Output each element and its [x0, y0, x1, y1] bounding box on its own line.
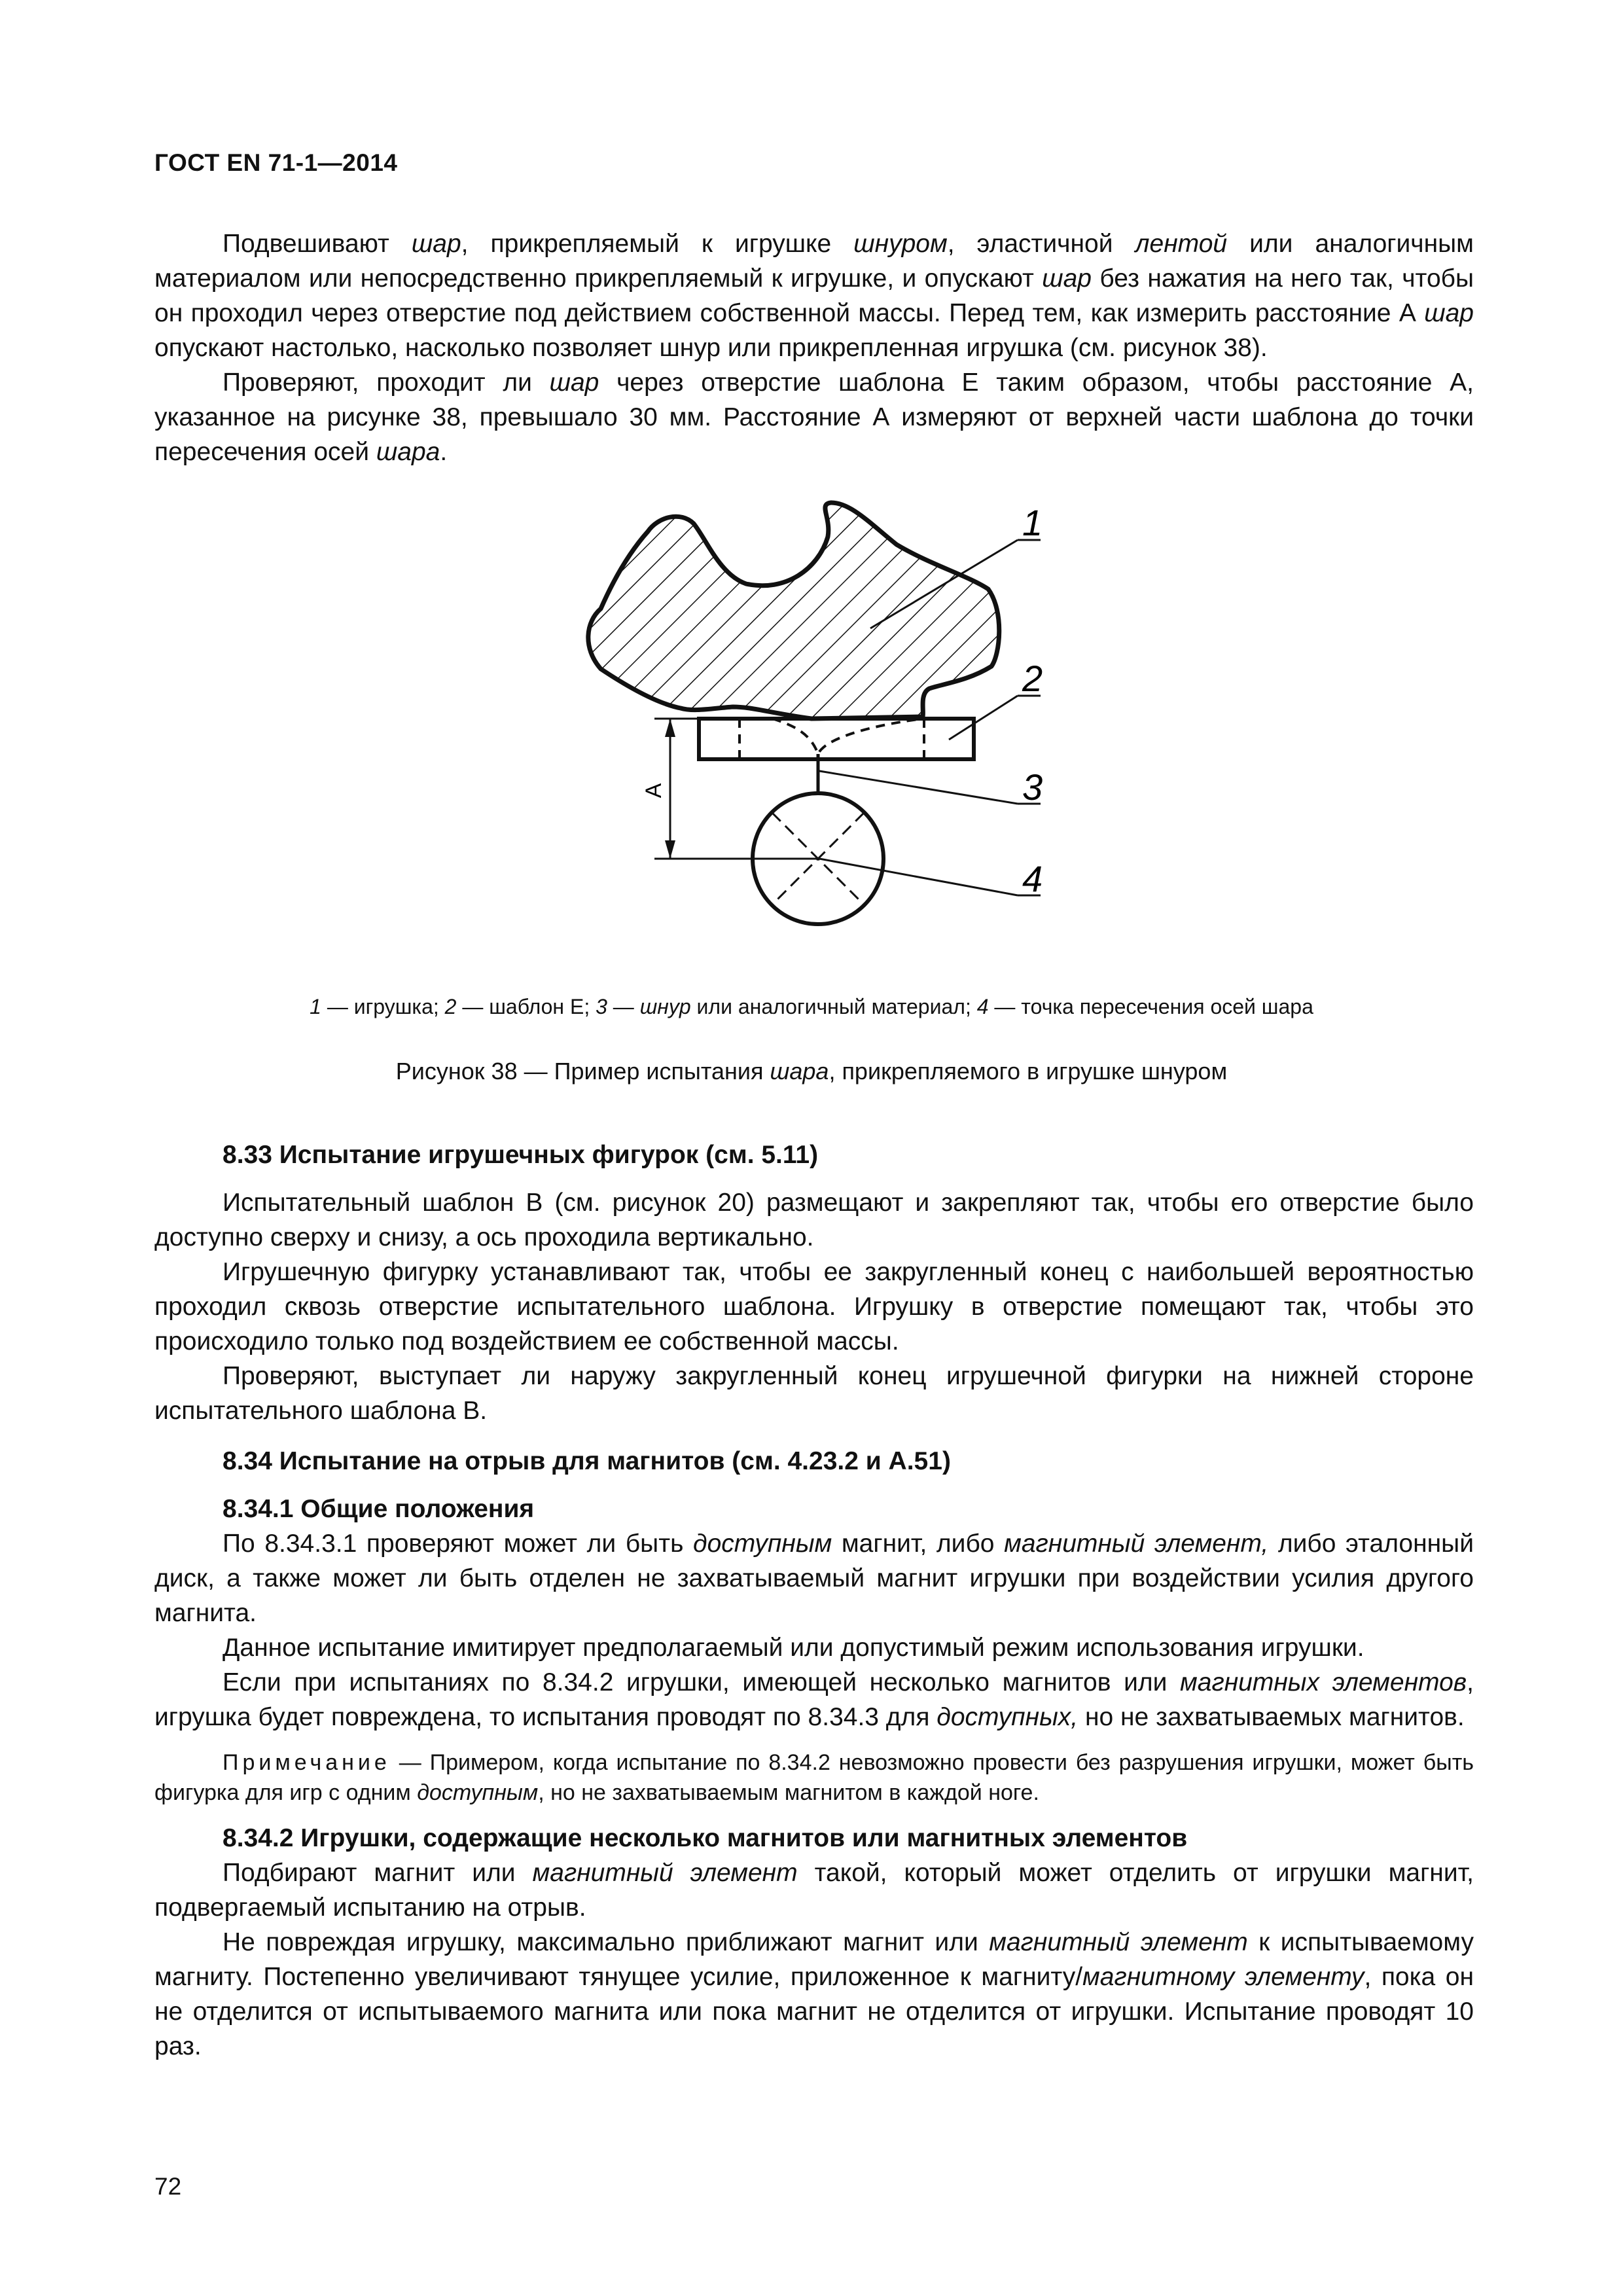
section-8-34-2-heading: 8.34.2 Игрушки, содержащие несколько магнитов или магнитных элементов — [223, 1824, 1188, 1852]
section-8-33-paragraph-2: Игрушечную фигурку устанавливают так, чтобы ее закругленный конец с наибольшей вероятностью проходил сквозь отверстие испытательного шаблона. Игрушку в отверстие помещают так, чтобы это происходило только под воздействием ее собственной массы. — [154, 1258, 1474, 1355]
section-8-34-1-heading: 8.34.1 Общие положения — [223, 1495, 535, 1523]
callout-3: 3 — [1022, 766, 1043, 808]
callout-4: 4 — [1022, 858, 1043, 899]
section-8-34-1-paragraph-3: Если при испытаниях по 8.34.2 игрушки, имеющей несколько магнитов или магнитных элементов, игрушка будет повреждена, то испытания проводят по 8.34.3 для доступных, но не захватываемых магнитов. — [154, 1668, 1474, 1731]
section-8-33-paragraph-1: Испытательный шаблон В (см. рисунок 20) размещают и закрепляют так, чтобы его отверстие было доступно сверху и снизу, а ось проходила вертикально. — [154, 1189, 1474, 1251]
section-8-34-heading: 8.34 Испытание на отрыв для магнитов (см. 4.23.2 и А.51) — [223, 1447, 951, 1475]
section-8-34-2-paragraph-2: Не повреждая игрушку, максимально приближают магнит или магнитный элемент к испытываемому магниту. Постепенно увеличивают тянущее усилие, приложенное к магниту/магнитному элементу, пока он не отделится от испытываемого магнита или пока магнит не отделится от игрушки. Испытание проводят 10 раз. — [154, 1928, 1474, 2060]
figure-38-drawing — [0, 0, 1623, 982]
toy-shape — [588, 503, 999, 719]
dimension-label-a: А — [641, 783, 666, 798]
section-8-34-note: Примечание — Примером, когда испытание по 8.34.2 невозможно провести без разрушения игрушки, может быть фигурка для игр с одним доступным, но не захватываемым магнитом в каждой ноге. — [154, 1750, 1474, 1805]
callout-1: 1 — [1022, 502, 1043, 543]
template-e — [699, 719, 974, 759]
section-8-33-heading: 8.33 Испытание игрушечных фигурок (см. 5.11) — [223, 1141, 819, 1169]
figure-caption: Рисунок 38 — Пример испытания шара, прикрепляемого в игрушке шнуром — [395, 1058, 1228, 1085]
document-header: ГОСТ EN 71-1—2014 — [154, 149, 398, 176]
dimension-a — [654, 719, 818, 859]
figure-legend: 1 — игрушка; 2 — шаблон Е; 3 — шнур или аналогичный материал; 4 — точка пересечения осей шара — [310, 995, 1313, 1018]
section-8-33-paragraph-3: Проверяют, выступает ли наружу закругленный конец игрушечной фигурки на нижней стороне испытательного шаблона В. — [154, 1362, 1474, 1425]
callout-2: 2 — [1022, 658, 1043, 699]
sections-text — [154, 1138, 1474, 2064]
section-8-34-1-paragraph-2: Данное испытание имитирует предполагаемый или допустимый режим использования игрушки. — [223, 1634, 1364, 1662]
intro-paragraph-1: Подвешивают шар, прикрепляемый к игрушке шнуром, эластичной лентой или аналогичным материалом или непосредственно прикрепляемый к игрушке, и опускают шар без нажатия на него так, чтобы он проходил через отверстие под действием собственной массы. Перед тем, как измерить расстояние А шар опускают настолько, насколько позволяет шнур или прикрепленная игрушка (см. рисунок 38). — [154, 230, 1474, 362]
section-8-34-1-paragraph-1: По 8.34.3.1 проверяют может ли быть доступным магнит, либо магнитный элемент, либо эталонный диск, а также может ли быть отделен не захватываемый магнит игрушки при воздействии усилия другого магнита. — [154, 1530, 1474, 1627]
page-number: 72 — [154, 2173, 182, 2200]
section-8-34-2-paragraph-1: Подбирают магнит или магнитный элемент такой, который может отделить от игрушки магнит, подвергаемый испытанию на отрыв. — [154, 1859, 1474, 1922]
intro-paragraph-2: Проверяют, проходит ли шар через отверстие шаблона Е таким образом, чтобы расстояние А, указанное на рисунке 38, превышало 30 мм. Расстояние А измеряют от верхней части шаблона до точки пересечения осей шара. — [154, 368, 1474, 466]
